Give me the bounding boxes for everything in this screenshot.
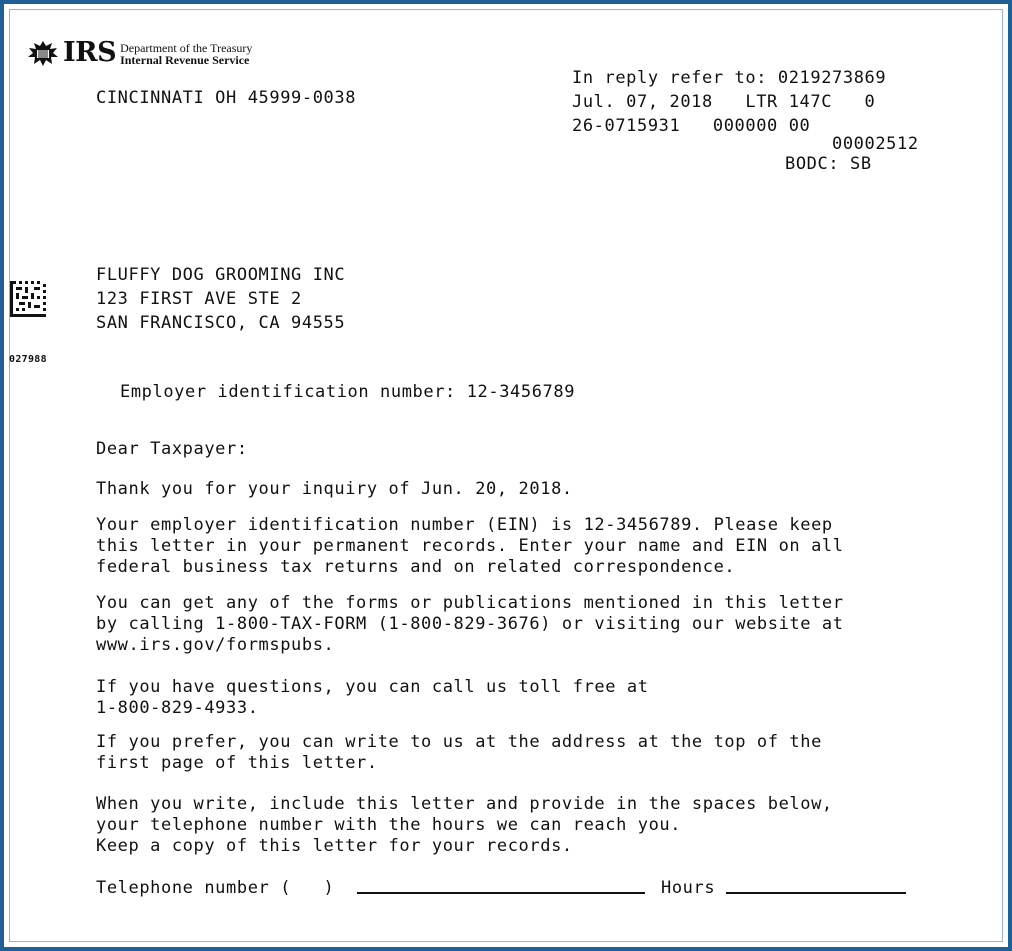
irs-wordmark: IRS <box>63 37 117 68</box>
hours-label: Hours <box>661 878 716 898</box>
hours-input-line[interactable] <box>726 878 906 894</box>
salutation: Dear Taxpayer: <box>96 439 248 459</box>
reference-line-3: 26-0715931 000000 00 <box>572 116 811 136</box>
dept-line-1: Department of the Treasury <box>120 41 253 55</box>
reference-line-1: In reply refer to: 0219273869 <box>572 68 887 88</box>
paragraph-2-line-2: this letter in your permanent records. Enter your name and EIN on all <box>96 536 844 556</box>
reference-line-4: 00002512 <box>832 134 919 154</box>
sender-city: CINCINNATI OH 45999-0038 <box>96 88 357 108</box>
eagle-seal-icon <box>26 38 60 68</box>
datamatrix-barcode-icon <box>10 281 46 317</box>
paragraph-6-line-2: your telephone number with the hours we can reach you. <box>96 815 682 835</box>
side-code: 027988 <box>9 354 47 365</box>
irs-logo <box>26 38 252 68</box>
paragraph-2-line-3: federal business tax returns and on related correspondence. <box>96 557 736 577</box>
paragraph-4-line-2: 1-800-829-4933. <box>96 698 259 718</box>
telephone-label: Telephone number ( ) <box>96 878 335 898</box>
paragraph-3-line-1: You can get any of the forms or publications mentioned in this letter <box>96 593 844 613</box>
reference-line-5: BODC: SB <box>785 154 872 174</box>
paragraph-5-line-2: first page of this letter. <box>96 753 378 773</box>
telephone-input-line[interactable] <box>357 878 645 894</box>
paragraph-1: Thank you for your inquiry of Jun. 20, 2018. <box>96 479 573 499</box>
paragraph-4-line-1: If you have questions, you can call us toll free at <box>96 677 649 697</box>
ein-line: Employer identification number: 12-3456789 <box>120 382 576 402</box>
paragraph-6-line-3: Keep a copy of this letter for your records. <box>96 836 573 856</box>
reference-line-2: Jul. 07, 2018 LTR 147C 0 <box>572 92 876 112</box>
paragraph-6-line-1: When you write, include this letter and provide in the spaces below, <box>96 794 833 814</box>
paragraph-3-line-2: by calling 1-800-TAX-FORM (1-800-829-3676) or visiting our website at <box>96 614 844 634</box>
recipient-city: SAN FRANCISCO, CA 94555 <box>96 313 346 333</box>
recipient-name: FLUFFY DOG GROOMING INC <box>96 265 346 285</box>
paragraph-2-line-1: Your employer identification number (EIN) is 12-3456789. Please keep <box>96 515 833 535</box>
paragraph-3-line-3: www.irs.gov/formspubs. <box>96 635 335 655</box>
recipient-street: 123 FIRST AVE STE 2 <box>96 289 302 309</box>
paragraph-5-line-1: If you prefer, you can write to us at the address at the top of the <box>96 732 822 752</box>
dept-line-2: Internal Revenue Service <box>120 53 250 67</box>
